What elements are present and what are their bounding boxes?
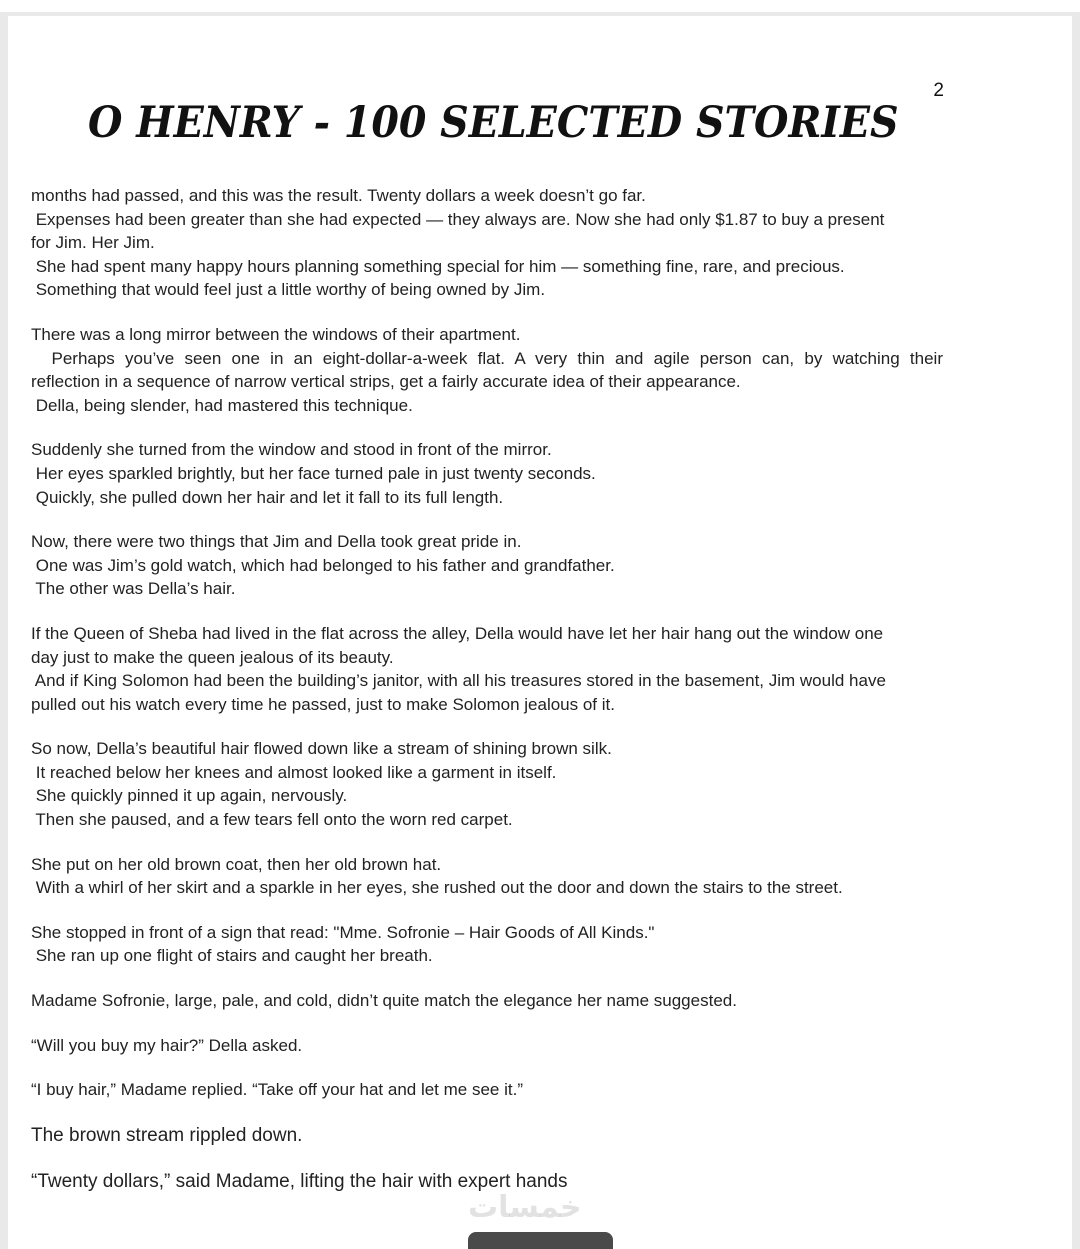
text-line: There was a long mirror between the windows of their apartment. (31, 324, 521, 344)
paragraph (31, 1123, 943, 1149)
paragraph (31, 530, 943, 601)
text-line: Something that would feel just a little worthy of being owned by Jim. (31, 280, 546, 300)
text-line: One was Jim’s gold watch, which had belonged to his father and grandfather. (31, 555, 615, 575)
text-line: Perhaps you’ve seen one in an eight-dollar-a-week flat. A very thin and agile person can, by watching their (31, 348, 943, 368)
paragraph (31, 737, 943, 831)
book-title: O HENRY - 100 SELECTED STORIES (88, 98, 899, 148)
text-line: Quickly, she pulled down her hair and let it fall to its full length. (31, 487, 504, 507)
text-line: Della, being slender, had mastered this technique. (31, 395, 413, 415)
text-line: It reached below her knees and almost looked like a garment in itself. (31, 762, 557, 782)
paragraph (31, 921, 943, 968)
paragraph (31, 853, 943, 900)
text-line: “Will you buy my hair?” Della asked. (31, 1035, 303, 1055)
text-line: If the Queen of Sheba had lived in the flat across the alley, Della would have let her hair hang out the window one (31, 623, 884, 643)
text-line: Her eyes sparkled brightly, but her face turned pale in just twenty seconds. (31, 463, 596, 483)
text-line: “I buy hair,” Madame replied. “Take off your hat and let me see it.” (31, 1080, 523, 1100)
paragraph (31, 1034, 943, 1058)
text-line: And if King Solomon had been the building’s janitor, with all his treasures stored in the basement, Jim would have (31, 671, 886, 691)
paragraph (31, 1078, 943, 1102)
text-line: for Jim. Her Jim. (31, 233, 155, 253)
paragraph (31, 622, 943, 716)
paragraph (31, 323, 943, 417)
text-line: So now, Della’s beautiful hair flowed down like a stream of shining brown silk. (31, 739, 612, 759)
text-line: reflection in a sequence of narrow vertical strips, get a fairly accurate idea of their appearance. (31, 372, 741, 392)
text-line: She quickly pinned it up again, nervously. (31, 786, 348, 806)
text-line: Now, there were two things that Jim and Della took great pride in. (31, 532, 522, 552)
text-line: She had spent many happy hours planning something special for him — something fine, rare, and precious. (31, 256, 845, 276)
text-line: The brown stream rippled down. (31, 1124, 303, 1146)
text-line: Madame Sofronie, large, pale, and cold, didn’t quite match the elegance her name suggested. (31, 991, 737, 1011)
text-line: Then she paused, and a few tears fell onto the worn red carpet. (31, 810, 513, 830)
text-line: Suddenly she turned from the window and stood in front of the mirror. (31, 440, 552, 460)
text-line: With a whirl of her skirt and a sparkle in her eyes, she rushed out the door and down the stairs to the street. (31, 878, 843, 898)
watermark-logo: خمسات (468, 1190, 582, 1225)
paragraph (31, 184, 943, 302)
text-line: The other was Della’s hair. (31, 579, 236, 599)
text-line: She stopped in front of a sign that read: "Mme. Sofronie – Hair Goods of All Kinds." (31, 922, 655, 942)
page-number: 2 (933, 80, 944, 101)
text-line: day just to make the queen jealous of its beauty. (31, 647, 394, 667)
text-line: “Twenty dollars,” said Madame, lifting the hair with expert hands (31, 1170, 568, 1192)
text-line: Expenses had been greater than she had expected — they always are. Now she had only $1.87 to buy a present (31, 209, 885, 229)
paragraph (31, 989, 943, 1013)
text-line: pulled out his watch every time he passed, just to make Solomon jealous of it. (31, 694, 615, 714)
text-line: months had passed, and this was the result. Twenty dollars a week doesn’t go far. (31, 186, 646, 205)
text-line: She ran up one flight of stairs and caught her breath. (31, 946, 433, 966)
text-line: She put on her old brown coat, then her old brown hat. (31, 854, 442, 874)
paragraph (31, 438, 943, 509)
document-page (8, 16, 1072, 1249)
body-text (31, 184, 943, 1215)
scroll-handle[interactable] (468, 1232, 613, 1249)
top-strip (0, 0, 1080, 12)
